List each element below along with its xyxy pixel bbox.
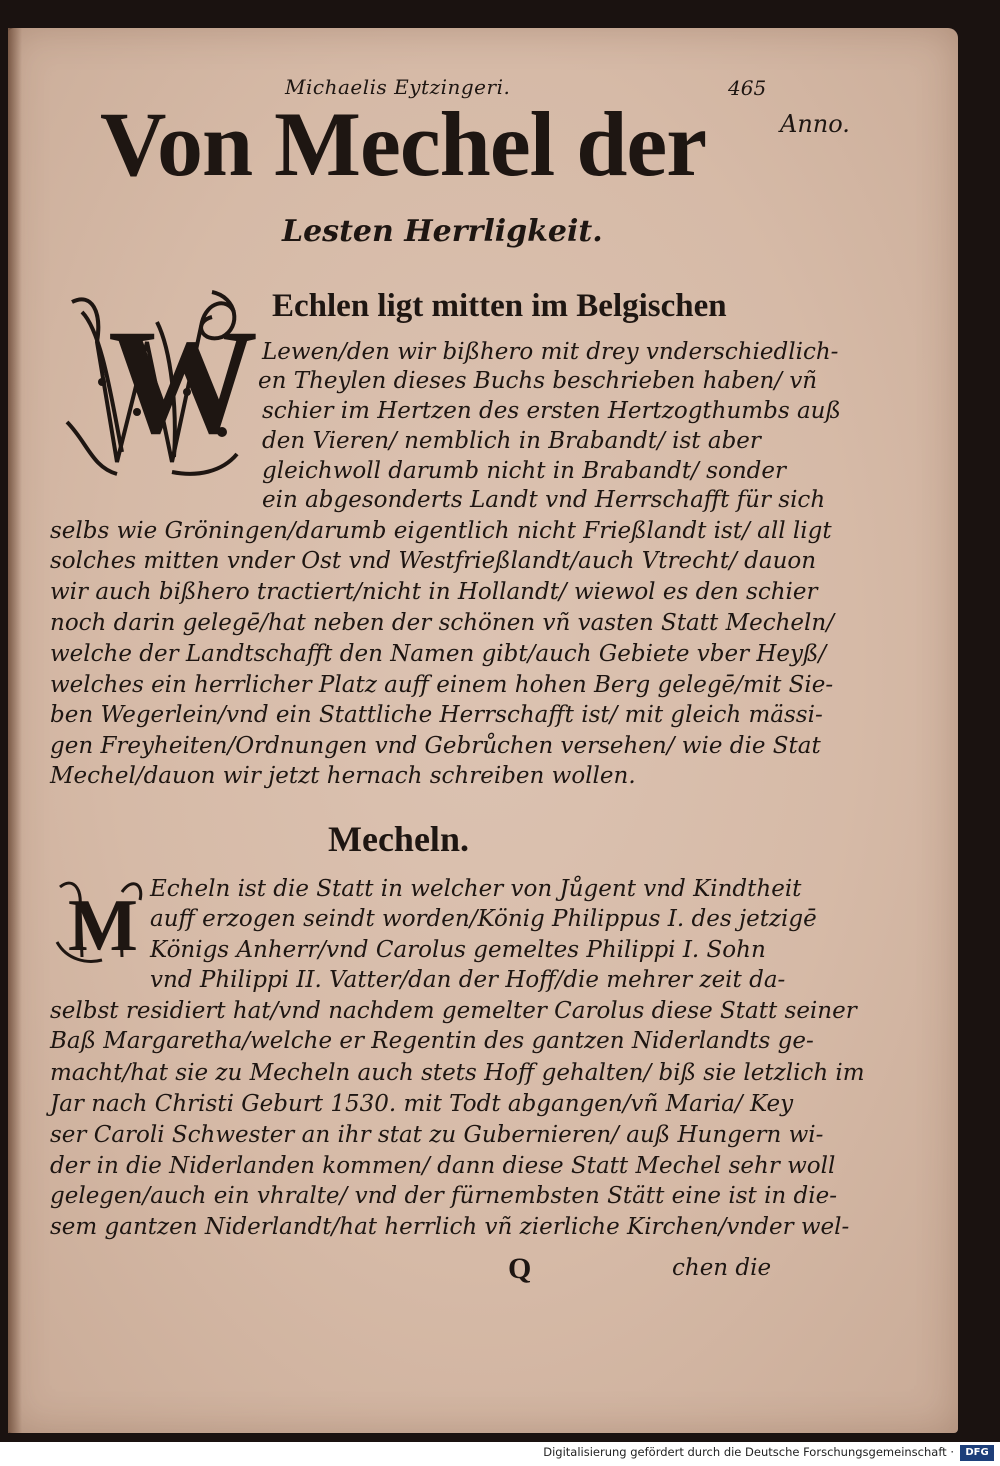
text-line: solches mitten vnder Ost vnd Westfrießlandt/auch Vtrecht/ dauon	[50, 548, 817, 574]
text-line: noch darin gelegē/hat neben der schönen vñ vasten Statt Mecheln/	[50, 610, 834, 636]
text-line: welche der Landtschafft den Namen gibt/auch Gebiete vber Heyß/	[50, 641, 827, 667]
text-line: Baß Margaretha/welche er Regentin des gantzen Niderlandts ge-	[50, 1028, 814, 1054]
initial-letter: M	[68, 885, 138, 967]
page-edge-shadow	[8, 28, 22, 1433]
text-line: sem gantzen Niderlandt/hat herrlich vñ zierliche Kirchen/vnder wel-	[50, 1214, 850, 1240]
funding-text: Digitalisierung gefördert durch die Deutsche Forschungsgemeinschaft ·	[543, 1445, 954, 1459]
text-line: ben Wegerlein/vnd ein Stattliche Herrschafft ist/ mit gleich mässi-	[50, 702, 823, 728]
text-line: gleichwoll darumb nicht in Brabandt/ sonder	[262, 458, 786, 484]
text-line: gelegen/auch ein vhralte/ vnd der fürnembsten Stätt eine ist in die-	[50, 1183, 838, 1209]
text-line: den Vieren/ nemblich in Brabandt/ ist aber	[262, 428, 761, 454]
text-line: Echlen ligt mitten im Belgischen	[272, 288, 727, 324]
text-line: selbs wie Gröningen/darumb eigentlich nicht Frießlandt ist/ all ligt	[50, 518, 832, 544]
chapter-subtitle: Lesten Herrligkeit.	[282, 214, 603, 249]
text-line: Mechel/dauon wir jetzt hernach schreiben wollen.	[50, 763, 636, 789]
catchword: chen die	[672, 1255, 772, 1281]
running-head: Michaelis Eytzingeri.	[285, 75, 511, 99]
text-line: vnd Philippi II. Vatter/dan der Hoff/die mehrer zeit da-	[150, 967, 786, 993]
text-line: selbst residiert hat/vnd nachdem gemelter Carolus diese Statt seiner	[50, 998, 857, 1024]
text-line: ser Caroli Schwester an ihr stat zu Gubernieren/ auß Hungern wi-	[50, 1122, 824, 1148]
text-line: macht/hat sie zu Mecheln auch stets Hoff gehalten/ biß sie letzlich im	[50, 1060, 865, 1086]
page-number: 465	[728, 76, 767, 100]
text-line: Jar nach Christi Geburt 1530. mit Todt abgangen/vñ Maria/ Key	[50, 1091, 794, 1117]
text-line: gen Freyheiten/Ordnungen vnd Gebrůchen versehen/ wie die Stat	[50, 733, 821, 759]
text-line: Königs Anherr/vnd Carolus gemeltes Philippi I. Sohn	[150, 937, 766, 963]
dfg-logo[interactable]: DFG	[960, 1445, 994, 1461]
decorated-initial-w	[62, 282, 258, 482]
chapter-title: Von Mechel der	[100, 93, 707, 195]
text-line: Lewen/den wir bißhero mit drey vnderschiedlich-	[262, 339, 839, 365]
text-line: auff erzogen seindt worden/König Philippus I. des jetzigē	[150, 906, 817, 932]
decorated-initial-m	[52, 872, 147, 967]
funding-footer	[0, 1442, 1000, 1466]
text-line: der in die Niderlanden kommen/ dann diese Statt Mechel sehr woll	[50, 1153, 836, 1179]
section-heading: Mecheln.	[328, 819, 469, 859]
text-line: wir auch bißhero tractiert/nicht in Hollandt/ wiewol es den schier	[50, 579, 818, 605]
text-line: ein abgesonderts Landt vnd Herrschafft für sich	[262, 487, 826, 513]
initial-letter: W	[108, 299, 258, 465]
text-line: welches ein herrlicher Platz auff einem hohen Berg gelegē/mit Sie-	[50, 672, 834, 698]
signature-mark: Q	[508, 1252, 532, 1285]
margin-note: Anno.	[780, 110, 850, 138]
text-line: schier im Hertzen des ersten Hertzogthumbs auß	[262, 398, 841, 424]
text-line: Echeln ist die Statt in welcher von Jůgent vnd Kindtheit	[150, 876, 802, 902]
text-line: en Theylen dieses Buchs beschrieben haben/ vñ	[258, 368, 818, 394]
